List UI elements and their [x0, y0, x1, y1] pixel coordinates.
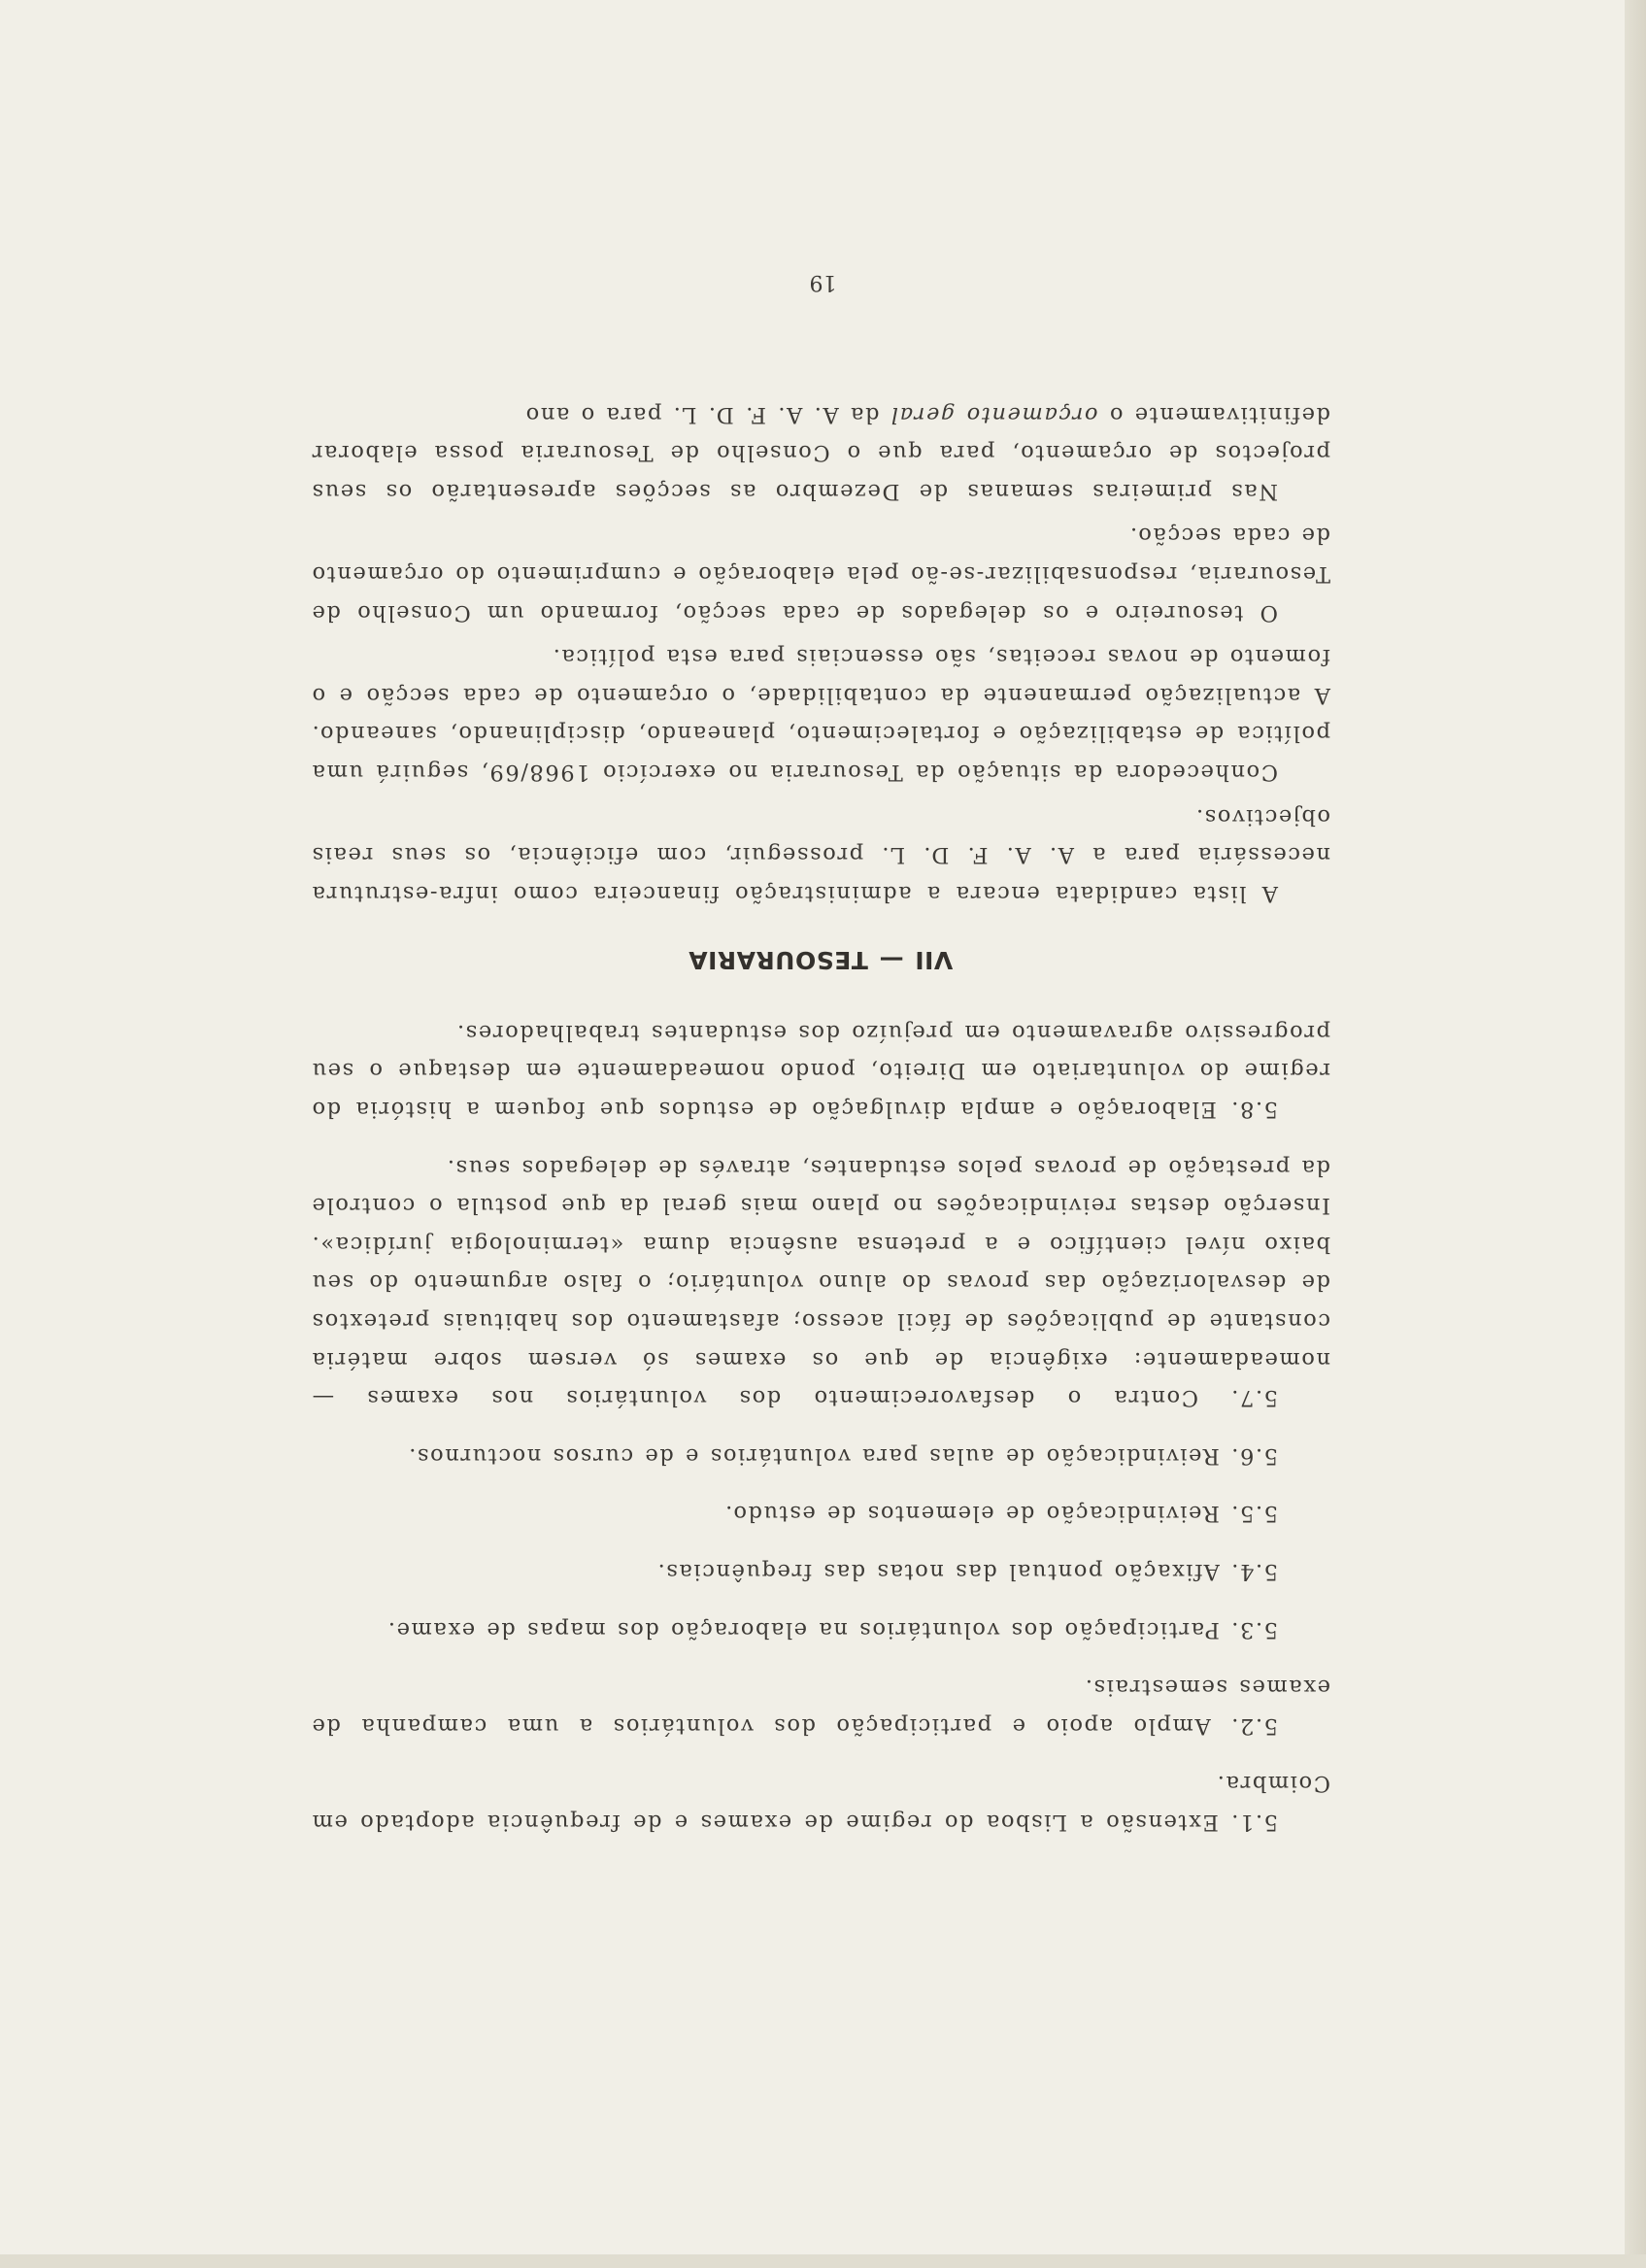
page-number: 19 [809, 270, 837, 294]
paragraph: O tesoureiro e os delegados de cada secção, formando um Conselho de Tesouraria, responsabilizar-se-ão pela elaboração e cumprimento do orçamento de cada secção. [311, 523, 1330, 626]
text-run: Nas primeiras semanas de Dezembro as secções apresentarão os seus projectos de orçamento, para que o Conselho de Tesouraria possa elaborar definitivamente o [311, 401, 1330, 504]
text-run: da A. A. F. D. L. para o ano [524, 401, 890, 427]
list-item-5-3: 5.3. Participação dos voluntários na elaboração dos mapas de exame. [386, 1616, 1278, 1642]
list-item-5-8: 5.8. Elaboração e ampla divulgação de estudos que foquem a história do regime do voluntariato em Direito, pondo nomeadamente em destaque o seu progressivo agravamento em prejuízo dos estudantes trabalhadores. [311, 1019, 1330, 1123]
paragraph: Conhecedora da situação da Tesouraria no exercício 1968/69, seguirá uma política de estabilização e fortalecimento, planeando, disciplinando, saneando. A actualização permanente da contabilidade, o orçamento de cada secção e o fomento de novas receitas, são essenciais para esta política. [311, 644, 1330, 785]
list-item-5-4: 5.4. Afixação pontual das notas das frequências. [655, 1559, 1278, 1585]
list-item-5-7: 5.7. Contra o desfavorecimento dos voluntários nos exames — nomeadamente: exigência de que os exames só versem sobre matéria constante de publicações de fácil acesso; afastamento dos habituais pretextos de desvalorização das provas do aluno voluntário; o falso argumento do seu baixo nível científico e a pretensa ausência duma «terminologia jurídica». Inserção destas reivindicações no plano mais geral da que postula o controle da prestação de provas pelos estudantes, através de delegados seus. [311, 1154, 1330, 1411]
paragraph: A lista candidata encara a administração financeira como infra-estrutura necessária para a A. A. F. D. L. prosseguir, com eficiência, os seus reais objectivos. [311, 803, 1330, 906]
text-column [311, 394, 1330, 1841]
list-item-5-6: 5.6. Reivindicação de aulas para voluntários e de cursos nocturnos. [407, 1442, 1278, 1469]
list-item-5-5: 5.5. Reivindicação de elementos de estudo. [723, 1501, 1278, 1527]
italic-term: orçamento geral [890, 401, 1098, 427]
list-item-5-2: 5.2. Amplo apoio e participação dos voluntários a uma campanha de exames semestrais. [311, 1675, 1330, 1739]
section-heading: VII — TESOURARIA [688, 946, 954, 975]
list-item-5-1: 5.1. Extensão a Lisboa do regime de exames e de frequência adoptado em Coimbra. [311, 1771, 1330, 1835]
paragraph-last [311, 394, 1330, 510]
